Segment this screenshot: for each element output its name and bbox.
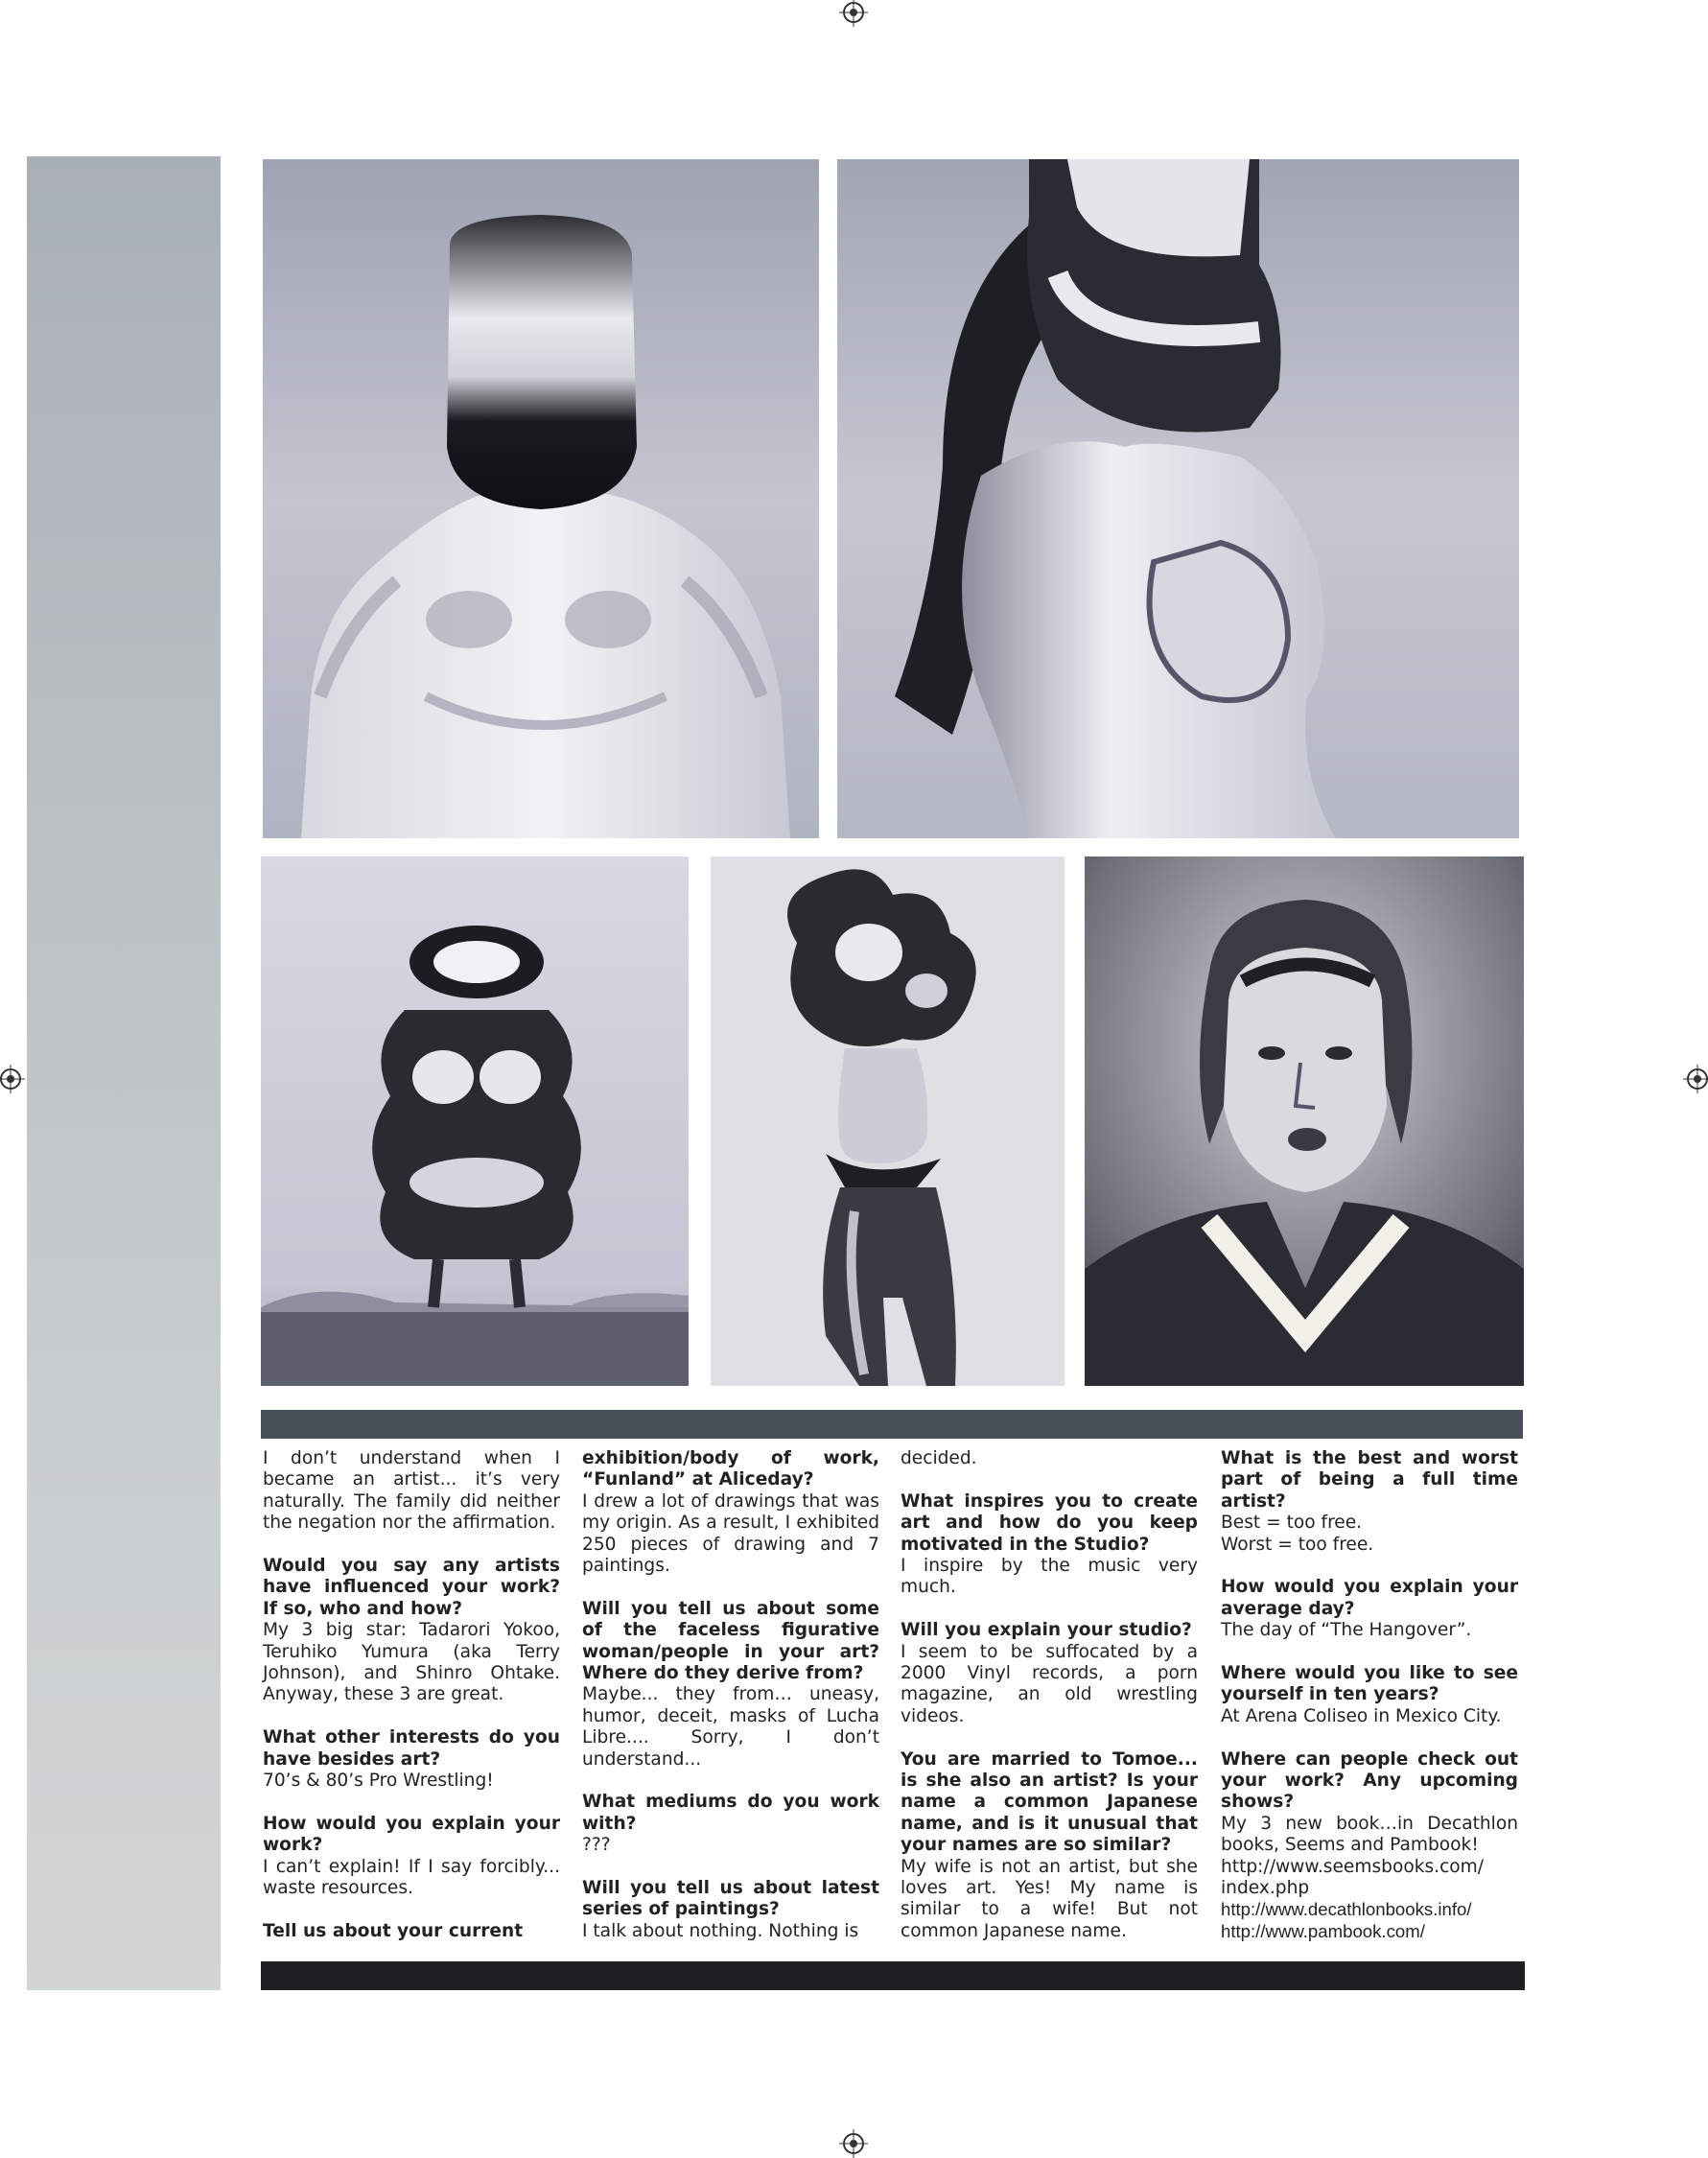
answer: 70’s & 80’s Pro Wrestling! <box>263 1771 494 1792</box>
answer: I inspire by the music very much. <box>901 1556 1198 1598</box>
qa-block <box>263 1727 560 1792</box>
side-painting-strip <box>27 156 221 1990</box>
qa-block <box>582 1599 879 1771</box>
question: What inspires you to create art and how do you keep motivated in the Studio? <box>901 1490 1198 1555</box>
registration-mark-left <box>0 1068 21 1090</box>
link-pambook[interactable]: http://www.pambook.com/ <box>1221 1920 1425 1941</box>
answer: I talk about nothing. Nothing is <box>582 1920 859 1941</box>
answer: Worst = too free. <box>1221 1534 1374 1555</box>
qa-block <box>582 1792 879 1856</box>
answer: Maybe... they from… uneasy, humor, deceit, masks of Lucha Libre.... Sorry, I don’t understand... <box>582 1684 879 1770</box>
link-decathlonbooks[interactable]: http://www.decathlonbooks.info/ <box>1221 1899 1472 1920</box>
qa-block <box>1221 1577 1518 1641</box>
qa-block <box>263 1921 560 1942</box>
answer: Best = too free. <box>1221 1513 1363 1534</box>
painting-masked-woman <box>837 159 1519 838</box>
answer: My 3 big star: Tadarori Yokoo, Teruhiko Yumura (aka Terry Johnson), and Shinro Ohtake. Anyway, these 3 are great. <box>263 1620 560 1705</box>
interview-column-3 <box>901 1448 1198 1964</box>
qa-block <box>263 1814 560 1900</box>
question: Where can people check out your work? Any upcoming shows? <box>1221 1748 1518 1813</box>
qa-block <box>582 1448 879 1577</box>
qa-block <box>901 1491 1198 1599</box>
registration-mark-bottom <box>843 2133 864 2154</box>
answer: The day of “The Hangover”. <box>1221 1620 1472 1641</box>
answer: I drew a lot of drawings that was my origin. As a result, I exhibited 250 pieces of drawing and 7 paintings. <box>582 1490 879 1577</box>
interview-column-4 <box>1221 1448 1518 1964</box>
qa-block <box>1221 1448 1518 1556</box>
answer: I can’t explain! If I say forcibly... waste resources. <box>263 1856 560 1899</box>
top-divider-bar <box>261 1410 1523 1439</box>
painting-abstract-figure <box>261 856 689 1386</box>
interview-column-1 <box>263 1448 560 1964</box>
question: Will you tell us about latest series of paintings? <box>582 1878 879 1920</box>
link-seemsbooks[interactable]: http://www.seemsbooks.com/ <box>1221 1856 1485 1877</box>
bottom-divider-bar <box>261 1961 1525 1990</box>
question: How would you explain your work? <box>263 1813 560 1856</box>
qa-block <box>263 1556 560 1706</box>
painting-woman-bikini <box>711 856 1065 1386</box>
answer-paragraph: I don’t understand when I became an artist... it’s very naturally. The family did neither the negation nor the affirmation. <box>263 1448 560 1534</box>
answer: At Arena Coliseo in Mexico City. <box>1221 1705 1502 1726</box>
question: You are married to Tomoe... is she also an artist? Is your name a common Japanese name, and is it unusual that your names are so similar? <box>901 1748 1198 1856</box>
question: exhibition/body of work, “Funland” at Aliceday? <box>582 1448 879 1490</box>
painting-wrestler-portrait <box>1085 856 1524 1386</box>
qa-block <box>901 1620 1198 1727</box>
answer: My wife is not an artist, but she loves art. Yes! My name is similar to a wife! But not common Japanese name. <box>901 1856 1198 1941</box>
question: Would you say any artists have influenced your work? If so, who and how? <box>263 1556 560 1619</box>
qa-block <box>1221 1749 1518 1943</box>
question: How would you explain your average day? <box>1221 1577 1518 1619</box>
question: What mediums do you work with? <box>582 1792 879 1834</box>
question: Where would you like to see yourself in ten years? <box>1221 1663 1518 1705</box>
answer: ??? <box>582 1835 611 1856</box>
qa-block <box>901 1749 1198 1943</box>
question: What is the best and worst part of being a full time artist? <box>1221 1448 1518 1512</box>
answer: I seem to be suffocated by a 2000 Vinyl records, a porn magazine, an old wrestling videos. <box>901 1641 1198 1726</box>
painting-masked-wrestler <box>263 159 819 838</box>
registration-mark-top <box>843 2 864 23</box>
link-seemsbooks-index[interactable]: index.php <box>1221 1878 1310 1899</box>
question: Will you tell us about some of the faceless figurative woman/people in your art? Where do they derive from? <box>582 1598 879 1684</box>
answer: My 3 new book…in Decathlon books, Seems and Pambook! <box>1221 1813 1518 1856</box>
question: Tell us about your current <box>263 1920 524 1941</box>
qa-block <box>1221 1663 1518 1727</box>
question: What other interests do you have besides art? <box>263 1727 560 1770</box>
question: Will you explain your studio? <box>901 1620 1192 1641</box>
qa-block <box>582 1878 879 1942</box>
interview-column-2 <box>582 1448 879 1964</box>
registration-mark-right <box>1687 1068 1708 1090</box>
answer-paragraph: decided. <box>901 1448 977 1468</box>
